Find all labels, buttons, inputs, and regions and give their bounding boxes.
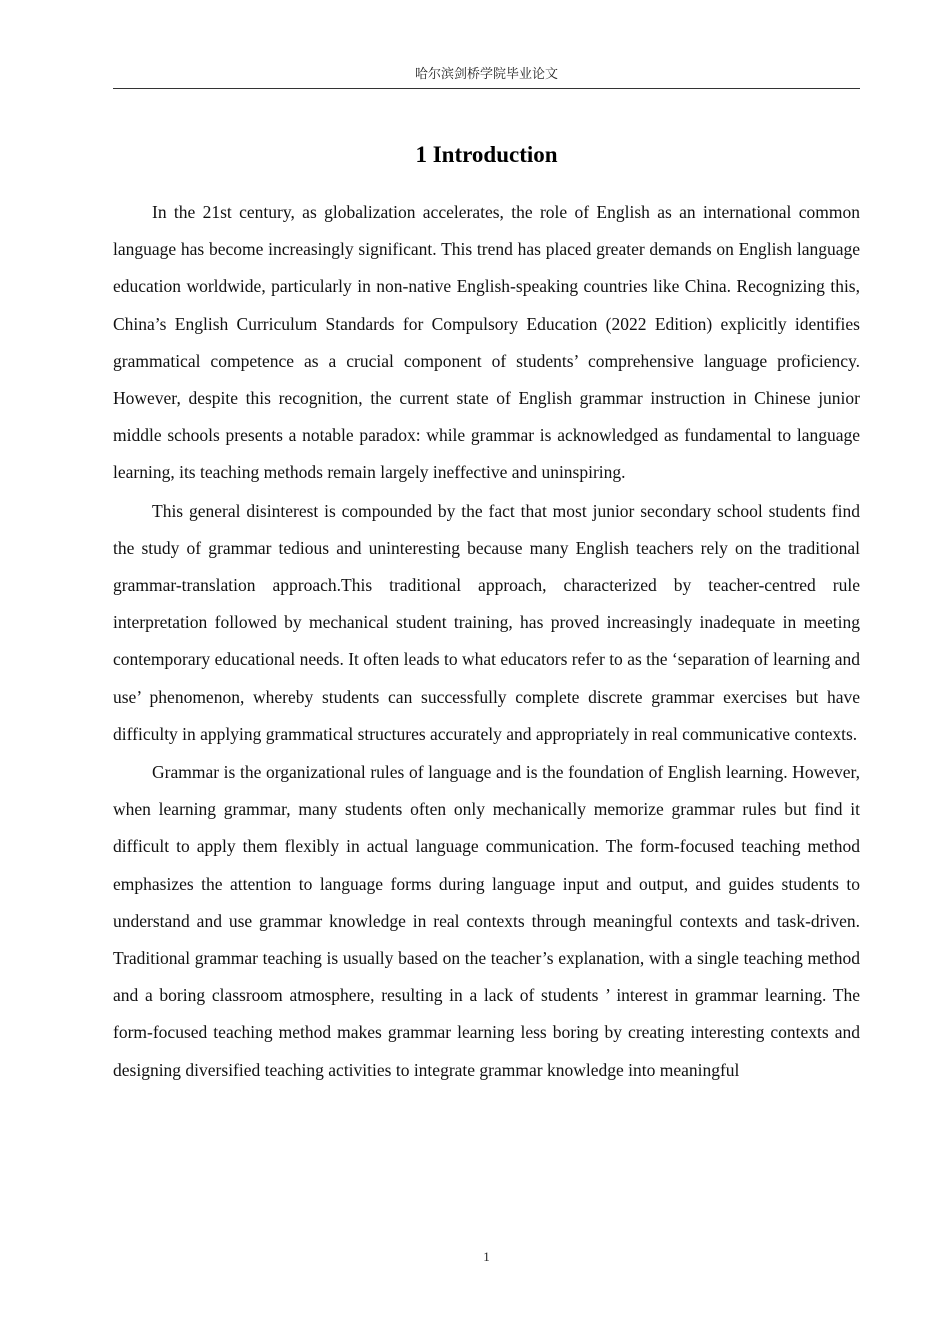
- paragraph-1: In the 21st century, as globalization accelerates, the role of English as an international common language has become increasingly significant. This trend has placed greater demands on English language education worldwide, particularly in non-native English-speaking countries like China. Recognizing this, China’s English Curriculum Standards for Compulsory Education (2022 Edition) explicitly identifies grammatical competence as a crucial component of students’ comprehensive language proficiency. However, despite this recognition, the current state of English grammar instruction in Chinese junior middle schools presents a notable paradox: while grammar is acknowledged as fundamental to language learning, its teaching methods remain largely ineffective and uninspiring.: [113, 202, 860, 483]
- header-divider: [113, 88, 860, 89]
- paragraph-2: This general disinterest is compounded by the fact that most junior secondary school students find the study of grammar tedious and uninteresting because many English teachers rely on the traditional grammar-translation approach.This traditional approach, characterized by teacher-centred rule interpretation followed by mechanical student training, has proved increasingly inadequate in meeting contemporary educational needs. It often leads to what educators refer to as the ‘separation of learning and use’ phenomenon, whereby students can successfully complete discrete grammar exercises but have difficulty in applying grammatical structures accurately and appropriately in real communicative contexts.: [113, 500, 860, 744]
- chapter-title: 1 Introduction: [415, 142, 558, 168]
- paragraph-3: Grammar is the organizational rules of language and is the foundation of English learning. However, when learning grammar, many students often only mechanically memorize grammar rules but find it difficult to apply them flexibly in actual language communication. The form-focused teaching method emphasizes the attention to language forms during language input and output, and guides students to understand and use grammar knowledge in real contexts through meaningful contexts and task-driven. Traditional grammar teaching is usually based on the teacher’s explanation, with a single teaching method and a boring classroom atmosphere, resulting in a lack of students ’ interest in grammar learning. The form-focused teaching method makes grammar learning less boring by creating interesting contexts and designing diversified teaching activities to integrate grammar knowledge into meaningful: [113, 762, 860, 1080]
- running-header: 哈尔滨剑桥学院毕业论文: [414, 67, 558, 82]
- page-number: 1: [483, 1249, 490, 1264]
- body-text: [113, 194, 860, 1089]
